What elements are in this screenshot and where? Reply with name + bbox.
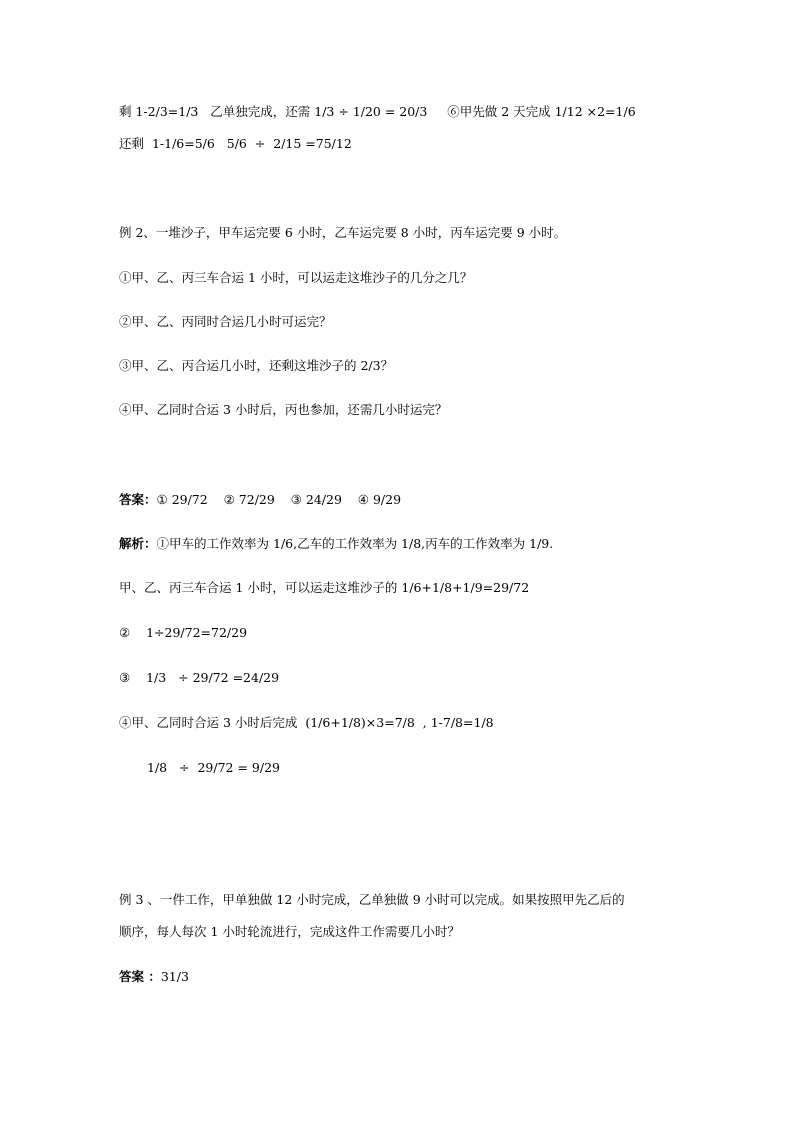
analysis-text: ①甲车的工作效率为 1/6,乙车的工作效率为 1/8,丙车的工作效率为 1/9. xyxy=(156,536,554,551)
question-2: ②甲、乙、丙同时合运几小时可运完？ xyxy=(119,314,332,329)
solution-line: ④甲、乙同时合运 3 小时后完成 (1/6+1/8)×3=7/8 , 1-7/8=1/8 xyxy=(119,715,494,730)
solution-line: ③ 1/3 ÷ 29/72 =24/29 xyxy=(119,670,280,685)
text-line: 剩 1-2/3=1/3 乙单独完成，还需 1/3 ÷ 1/20 = 20/3 ⑥甲先做 2 天完成 1/12 ×2=1/6 xyxy=(119,104,636,119)
analysis-label: 解析： xyxy=(119,536,157,551)
question-1: ①甲、乙、丙三车合运 1 小时，可以运走这堆沙子的几分之几？ xyxy=(119,270,473,285)
solution-line: ② 1÷29/72=72/29 xyxy=(119,625,248,640)
solution-line: 甲、乙、丙三车合运 1 小时，可以运走这堆沙子的 1/6+1/8+1/9=29/72 xyxy=(119,580,530,595)
answer-label: 答案： xyxy=(119,492,157,507)
answer-text: ① 29/72 ② 72/29 ③ 24/29 ④ 9/29 xyxy=(156,492,402,507)
answer-text: 31/3 xyxy=(160,969,189,984)
question-4: ④甲、乙同时合运 3 小时后，丙也参加，还需几小时运完？ xyxy=(119,402,448,417)
answer-line xyxy=(119,969,189,985)
example-2-problem: 例 2、一堆沙子，甲车运完要 6 小时，乙车运完要 8 小时，丙车运完要 9 小时。 xyxy=(119,225,567,240)
answer-line xyxy=(119,492,401,508)
example-3-problem: 例 3 、一件工作，甲单独做 12 小时完成，乙单独做 9 小时可以完成。如果按照甲先乙后的 xyxy=(119,892,625,907)
analysis-line xyxy=(119,536,553,552)
text-line: 还剩 1-1/6=5/6 5/6 ÷ 2/15 =75/12 xyxy=(119,136,352,151)
answer-label: 答案 ： xyxy=(119,969,161,984)
question-3: ③甲、乙、丙合运几小时，还剩这堆沙子的 2/3？ xyxy=(119,358,394,373)
example-3-problem: 顺序，每人每次 1 小时轮流进行，完成这件工作需要几小时？ xyxy=(119,924,460,939)
solution-line-indented: 1/8 ÷ 29/72 = 9/29 xyxy=(147,760,280,775)
